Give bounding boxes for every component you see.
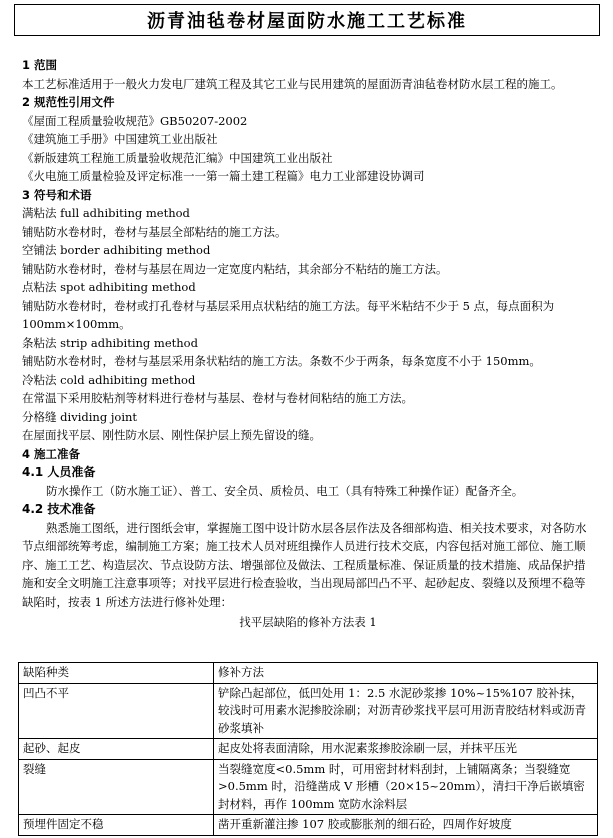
term-definition: 在常温下采用胶粘剂等材料进行卷材与基层、卷材与卷材间粘结的施工方法。	[22, 391, 413, 405]
term-definition: 在屋面找平层、刚性防水层、刚性保护层上预先留设的缝。	[22, 428, 321, 442]
reference-item: 《建筑施工手册》中国建筑工业出版社	[22, 132, 218, 146]
section-heading: 2 规范性引用文件	[22, 95, 115, 109]
method-cell: 当裂缝宽度<0.5mm 时，可用密封材料刮封，上铺隔离条；当裂缝宽>0.5mm 时，沿缝凿成 V 形槽（20×15~20mm），清扫干净后嵌填密封材料，再作 100mm 宽防水涂料层	[214, 759, 598, 815]
section-heading: 1 范围	[22, 58, 58, 72]
document-body	[22, 56, 594, 632]
table-caption: 找平层缺陷的修补方法表 1	[239, 615, 377, 629]
repair-table	[18, 662, 598, 836]
term-name: 点粘法 spot adhibiting method	[22, 280, 196, 294]
term-name: 条粘法 strip adhibiting method	[22, 335, 198, 350]
term-definition: 铺贴防水卷材时，卷材与基层采用条状粘结的施工方法。条数不少于两条，每条宽度不小于 150mm。	[22, 354, 541, 368]
term-definition: 铺贴防水卷材时，卷材与基层在周边一定宽度内粘结，其余部分不粘结的施工方法。	[22, 261, 448, 276]
reference-item: 《新版建筑工程施工质量验收规范汇编》中国建筑工业出版社	[22, 150, 333, 165]
subsection-heading: 4.1 人员准备	[22, 465, 96, 479]
table-row	[19, 739, 598, 760]
reference-item: 《屋面工程质量验收规范》GB50207-2002	[22, 113, 248, 128]
method-cell: 凿开重新灌注掺 107 胶或膨胀剂的细石砼，四周作好坡度	[214, 815, 598, 836]
table-header-cell: 缺陷种类	[19, 663, 214, 684]
paragraph: 本工艺标准适用于一般火力发电厂建筑工程及其它工业与民用建筑的屋面沥青油毡卷材防水层工程的施工。	[22, 76, 563, 91]
term-name: 空铺法 border adhibiting method	[22, 243, 211, 257]
subsection-heading: 4.2 技术准备	[22, 502, 96, 516]
defect-cell: 预埋件固定不稳	[19, 815, 214, 836]
defect-cell: 裂缝	[19, 759, 214, 815]
table-row	[19, 683, 598, 739]
title-box	[14, 4, 600, 36]
term-definition: 铺贴防水卷材时，卷材或打孔卷材与基层采用点状粘结的施工方法。每平米粘结不少于 5 点，每点面积为 100mm×100mm。	[22, 298, 555, 331]
defect-cell: 凹凸不平	[19, 683, 214, 739]
table-row	[19, 815, 598, 836]
document-title: 沥青油毡卷材屋面防水施工工艺标准	[147, 11, 467, 32]
defect-cell: 起砂、起皮	[19, 739, 214, 760]
method-cell: 起皮处将表面清除，用水泥素浆掺胶涂刷一层，并抹平压光	[214, 739, 598, 760]
table-header-cell: 修补方法	[214, 663, 598, 684]
table-row	[19, 759, 598, 815]
term-name: 分格缝 dividing joint	[22, 409, 138, 424]
paragraph: 熟悉施工图纸，进行图纸会审，掌握施工图中设计防水层各层作法及各细部构造、相关技术要求，对各防水节点细部统筹考虑，编制施工方案；施工技术人员对班组操作人员进行技术交底，内容包括对施工部位、施工顺序、施工工艺、构造层次、节点设防方法、增强部位及做法、工程质量标准、保证质量的技术措施、成品保护措施和安全文明施工注意事项等；对找平层进行检查验收，当出现局部凹凸不平、起砂起皮、裂缝以及预埋不稳等缺陷时，按表 1 所述方法进行修补处理：	[22, 520, 587, 609]
term-name: 满粘法 full adhibiting method	[22, 206, 190, 220]
method-cell: 铲除凸起部位，低凹处用 1：2.5 水泥砂浆掺 10%~15%107 胶补抹，较浅时可用素水泥掺胶涂刷；对沥青砂浆找平层可用沥青胶结材料或沥青砂浆填补	[214, 683, 598, 739]
paragraph: 防水操作工（防水施工证）、普工、安全员、质检员、电工（具有特殊工种操作证）配备齐全。	[46, 483, 524, 498]
term-definition: 铺贴防水卷材时，卷材与基层全部粘结的施工方法。	[22, 224, 287, 239]
reference-item: 《火电施工质量检验及评定标准一一第一篇土建工程篇》电力工业部建设协调司	[22, 169, 425, 183]
table-header-row	[19, 663, 598, 684]
term-name: 冷粘法 cold adhibiting method	[22, 372, 196, 387]
section-heading: 4 施工准备	[22, 446, 81, 461]
section-heading: 3 符号和术语	[22, 187, 92, 202]
